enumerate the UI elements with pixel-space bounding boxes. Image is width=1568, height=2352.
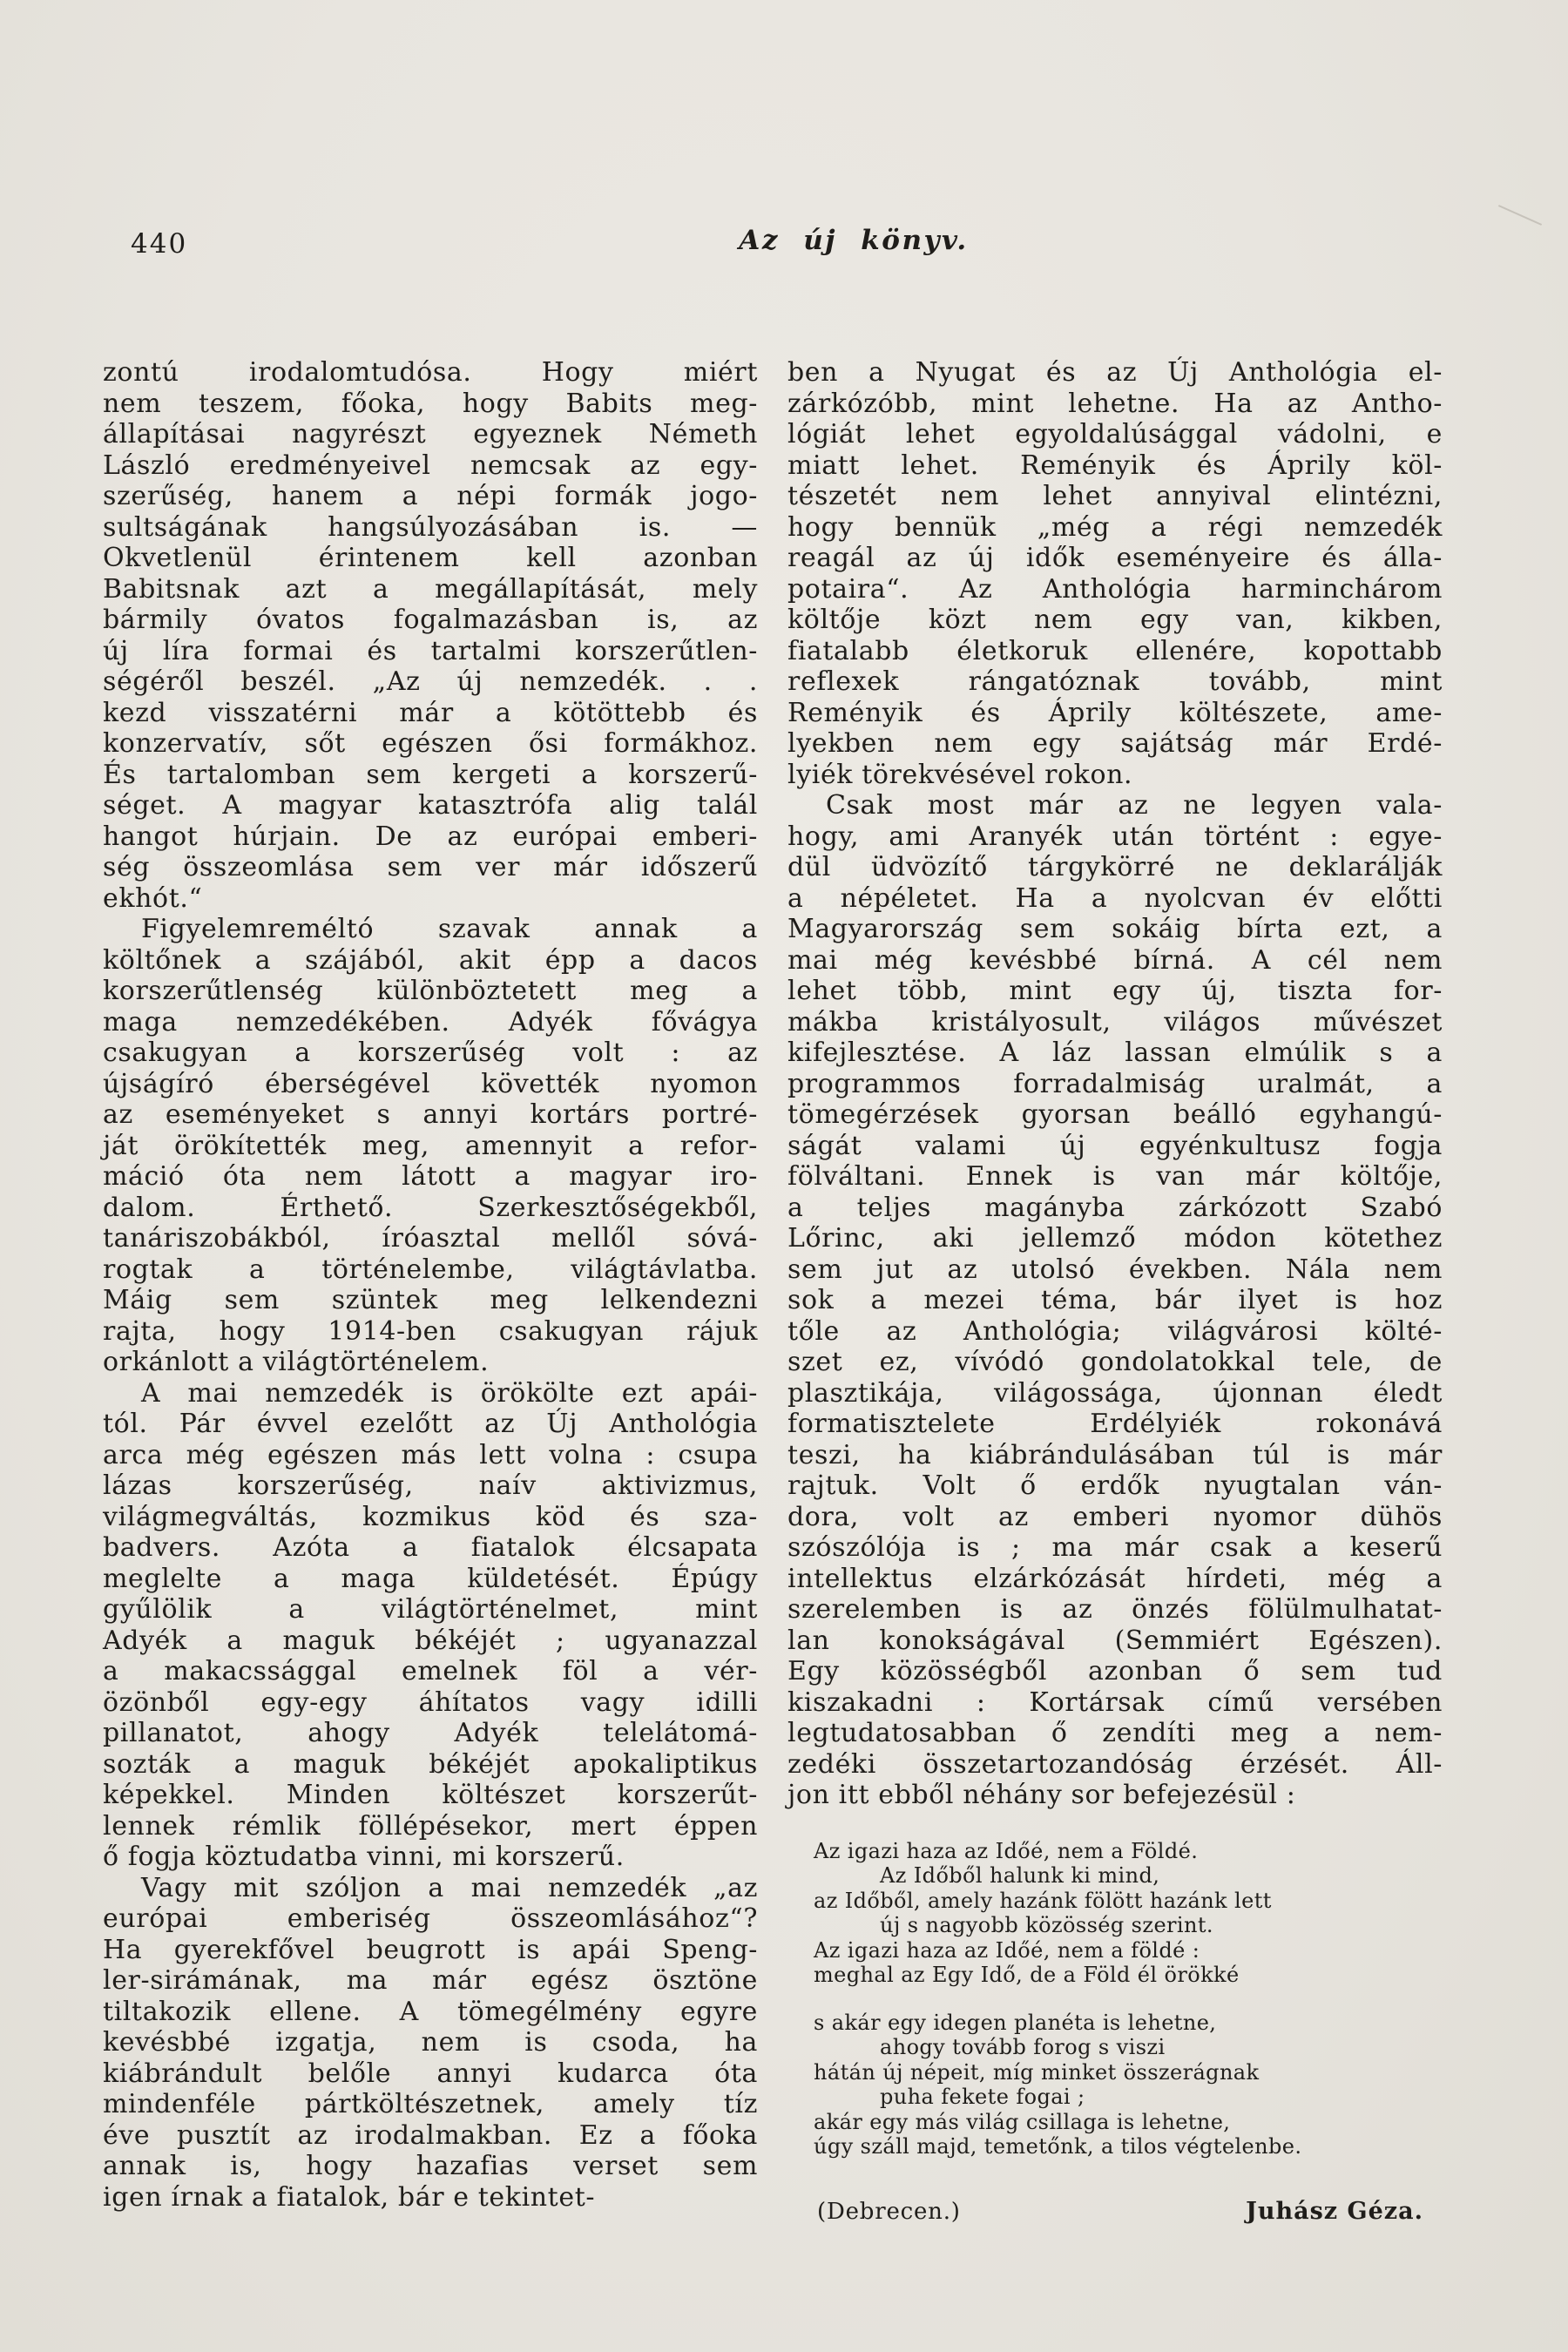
- poem-stanza: [814, 2011, 1443, 2159]
- text-line: tiltakozik ellene. A tömegélmény egyre: [103, 1996, 758, 2027]
- text-line: mákba kristályosult, világos művészet: [787, 1006, 1443, 1037]
- text-line: máció óta nem látott a magyar iro-: [103, 1161, 758, 1192]
- author-name: Juhász Géza.: [1246, 2197, 1423, 2225]
- paragraph: [787, 790, 1443, 1811]
- left-column: [103, 357, 758, 2225]
- text-line: Okvetlenül érintenem kell azonban: [103, 543, 758, 573]
- text-line: ség összeomlása sem ver már időszerű: [103, 852, 758, 882]
- text-line: Reményik és Áprily költészete, ame-: [787, 697, 1443, 728]
- text-line: lennek rémlik föllépésekor, mert éppen: [103, 1810, 758, 1842]
- text-line: jon itt ebből néhány sor befejezésül :: [787, 1780, 1296, 1810]
- text-line: úgy száll majd, temetőnk, a tilos végtelenbe.: [814, 2134, 1302, 2159]
- text-line: sem jut az utolsó években. Nála nem: [787, 1254, 1443, 1285]
- text-line: Magyarország sem sokáig bírta ezt, a: [787, 914, 1443, 944]
- text-line: intellektus elzárkózását hírdeti, még a: [787, 1563, 1443, 1594]
- text-line: hátán új népeit, míg minket összerágnak: [814, 2059, 1260, 2085]
- text-line: tészetét nem lehet annyival elintézni,: [787, 481, 1443, 511]
- text-line: sok a mezei téma, bár ilyet is hoz: [787, 1285, 1443, 1315]
- text-line: európai emberiség összeomlásához“?: [103, 1903, 758, 1934]
- text-line: Adyék a maguk békéjét ; ugyanazzal: [103, 1625, 758, 1656]
- text-line: Az igazi haza az Időé, nem a földé :: [814, 1937, 1200, 1963]
- text-line: tanáriszobákból, íróasztal mellől sóvá-: [103, 1223, 758, 1254]
- text-line: s akár egy idegen planéta is lehetne,: [814, 2010, 1217, 2035]
- text-line: nem teszem, főoka, hogy Babits meg-: [103, 388, 758, 419]
- text-line: sultságának hangsúlyozásában is. —: [103, 511, 758, 543]
- text-line: miatt lehet. Reményik és Áprily köl-: [787, 449, 1443, 481]
- text-line: Egy közösségből azonban ő sem tud: [787, 1656, 1443, 1686]
- text-line: ő fogja köztudatba vinni, mi korszerű.: [103, 1842, 625, 1872]
- text-line: Csak most már az ne legyen vala-: [826, 790, 1443, 821]
- text-line: orkánlott a világtörténelem.: [103, 1347, 490, 1377]
- text-line: állapításai nagyrészt egyeznek Németh: [103, 419, 758, 449]
- text-line: kifejlesztése. A láz lassan elmúlik s a: [787, 1037, 1443, 1068]
- text-line: Az Időből halunk ki mind,: [880, 1863, 1160, 1888]
- text-line: képekkel. Minden költészet korszerűt-: [103, 1780, 758, 1810]
- text-line: ler-sirámának, ma már egész ösztöne: [103, 1965, 758, 1996]
- text-line: a makacssággal emelnek föl a vér-: [103, 1656, 758, 1686]
- text-line: szerelemben is az önzés fölülmulhatat-: [787, 1594, 1443, 1625]
- text-line: újságíró éberségével követték nyomon: [103, 1068, 758, 1099]
- place-label: (Debrecen.): [817, 2198, 961, 2225]
- text-line: pillanatot, ahogy Adyék telelátomá-: [103, 1718, 758, 1748]
- text-line: zedéki összetartozandóság érzését. Áll-: [787, 1748, 1443, 1780]
- page-number: 440: [131, 228, 188, 260]
- text-line: az Időből, amely hazánk fölött hazánk lett: [814, 1888, 1272, 1913]
- text-line: konzervatív, sőt egészen ősi formákhoz.: [103, 728, 758, 759]
- text-line: ekhót.“: [103, 882, 203, 914]
- text-line: hangot húrjain. De az európai emberi-: [103, 821, 758, 852]
- text-line: költője közt nem egy van, kikben,: [787, 605, 1443, 635]
- text-line: Ha gyerekfővel beugrott is apái Speng-: [103, 1934, 758, 1965]
- text-line: És tartalomban sem kergeti a korszerű-: [103, 759, 758, 790]
- text-line: szet ez, vívódó gondolatokkal tele, de: [787, 1347, 1443, 1377]
- text-line: világmegváltás, kozmikus köd és sza-: [103, 1501, 758, 1532]
- text-line: meglelte a maga küldetését. Épúgy: [103, 1563, 758, 1594]
- text-line: új s nagyobb közösség szerint.: [880, 1913, 1213, 1937]
- text-line: tömegérzések gyorsan beálló egyhangú-: [787, 1099, 1443, 1130]
- text-line: kiábrándult belőle annyi kudarca óta: [103, 2058, 758, 2089]
- text-line: maga nemzedékében. Adyék fővágya: [103, 1006, 758, 1037]
- text-line: kezd visszatérni már a kötöttebb és: [103, 697, 758, 728]
- text-line: éve pusztít az irodalmakban. Ez a főoka: [103, 2119, 758, 2151]
- text-line: ahogy tovább forog s viszi: [880, 2035, 1166, 2059]
- text-line: lan konokságával (Semmiért Egészen).: [787, 1625, 1443, 1656]
- paragraph: [103, 1378, 758, 1873]
- text-line: akár egy más világ csillaga is lehetne,: [814, 2109, 1231, 2134]
- text-line: lyekben nem egy sajátság már Erdé-: [787, 728, 1443, 759]
- text-line: dül üdvözítő tárgykörré ne deklarálják: [787, 852, 1443, 882]
- scan-artifact: [1498, 205, 1542, 226]
- text-line: tőle az Anthológia; világvárosi költé-: [787, 1315, 1443, 1347]
- text-line: Máig sem szüntek meg lelkendezni: [103, 1285, 758, 1315]
- text-line: fölváltani. Ennek is van már költője,: [787, 1161, 1443, 1192]
- text-line: reagál az új idők eseményeire és álla-: [787, 543, 1443, 573]
- text-columns: [103, 357, 1443, 2225]
- text-line: Lőrinc, aki jellemző módon kötethez: [787, 1223, 1443, 1254]
- text-line: lehet több, mint egy új, tiszta for-: [787, 976, 1443, 1006]
- text-line: annak is, hogy hazafias verset sem: [103, 2151, 758, 2181]
- text-line: a népéletet. Ha a nyolcvan év előtti: [787, 882, 1443, 914]
- text-line: hogy bennük „még a régi nemzedék: [787, 511, 1443, 543]
- poem-quote: [814, 1839, 1443, 2159]
- text-line: rajta, hogy 1914-ben csakugyan rájuk: [103, 1315, 758, 1347]
- text-line: zárkózóbb, mint lehetne. Ha az Antho-: [787, 388, 1443, 419]
- text-line: rajtuk. Volt ő erdők nyugtalan ván-: [787, 1470, 1443, 1501]
- text-line: A mai nemzedék is örökölte ezt apái-: [141, 1377, 758, 1409]
- text-line: csakugyan a korszerűség volt : az: [103, 1037, 758, 1068]
- text-line: dora, volt az emberi nyomor dühös: [787, 1501, 1443, 1532]
- text-line: ségéről beszél. „Az új nemzedék. . .: [103, 666, 758, 697]
- text-line: tól. Pár évvel ezelőtt az Új Anthológia: [103, 1409, 758, 1439]
- text-line: Vagy mit szóljon a mai nemzedék „az: [141, 1872, 758, 1903]
- text-line: lógiát lehet egyoldalúsággal vádolni, e: [787, 419, 1443, 449]
- text-line: Figyelemreméltó szavak annak a: [141, 914, 758, 944]
- text-line: hogy, ami Aranyék után történt : egye-: [787, 821, 1443, 852]
- text-line: lázas korszerűség, naív aktivizmus,: [103, 1470, 758, 1501]
- text-line: teszi, ha kiábrándulásában túl is már: [787, 1439, 1443, 1470]
- page-header: [131, 225, 1446, 263]
- text-line: bármily óvatos fogalmazásban is, az: [103, 605, 758, 635]
- text-line: Az igazi haza az Időé, nem a Földé.: [814, 1838, 1199, 1863]
- text-line: dalom. Érthető. Szerkesztőségekből,: [103, 1192, 758, 1223]
- text-line: költőnek a szájából, akit épp a dacos: [103, 944, 758, 976]
- text-line: legtudatosabban ő zendíti meg a nem-: [787, 1718, 1443, 1748]
- text-line: ságát valami új egyénkultusz fogja: [787, 1130, 1443, 1161]
- text-line: korszerűtlenség különböztetett meg a: [103, 976, 758, 1006]
- text-line: szószólója is ; ma már csak a keserű: [787, 1532, 1443, 1563]
- text-line: rogtak a történelembe, világtávlatba.: [103, 1254, 758, 1285]
- text-line: potaira“. Az Anthológia harminchárom: [787, 573, 1443, 605]
- paragraph: [103, 1873, 758, 2213]
- text-line: programmos forradalmiság uralmát, a: [787, 1068, 1443, 1099]
- text-line: Babitsnak azt a megállapítását, mely: [103, 573, 758, 605]
- text-line: lyiék törekvésével rokon.: [787, 759, 1133, 790]
- text-line: mai még kevésbbé bírná. A cél nem: [787, 944, 1443, 976]
- text-line: új líra formai és tartalmi korszerűtlen-: [103, 635, 758, 666]
- text-line: igen írnak a fiatalok, bár e tekintet-: [103, 2181, 596, 2213]
- text-line: özönből egy-egy áhítatos vagy idilli: [103, 1686, 758, 1718]
- text-line: reflexek rángatóznak tovább, mint: [787, 666, 1443, 697]
- text-line: arca még egészen más lett volna : csupa: [103, 1439, 758, 1470]
- text-line: kevésbbé izgatja, nem is csoda, ha: [103, 2027, 758, 2058]
- paragraph: [787, 357, 1443, 790]
- text-line: zontú irodalomtudósa. Hogy miért: [103, 357, 758, 388]
- text-line: fiatalabb életkoruk ellenére, kopottabb: [787, 635, 1443, 666]
- text-line: badvers. Azóta a fiatalok élcsapata: [103, 1532, 758, 1563]
- text-line: meghal az Egy Idő, de a Föld él örökké: [814, 1963, 1240, 1987]
- text-line: kiszakadni : Kortársak című versében: [787, 1686, 1443, 1718]
- paragraph: [103, 914, 758, 1378]
- right-column: [787, 357, 1443, 2225]
- text-line: gyűlölik a világtörténelmet, mint: [103, 1594, 758, 1625]
- text-line: a teljes magányba zárkózott Szabó: [787, 1192, 1443, 1223]
- text-line: sozták a maguk békéjét apokaliptikus: [103, 1748, 758, 1780]
- text-line: plasztikája, világossága, újonnan éledt: [787, 1377, 1443, 1409]
- text-line: László eredményeivel nemcsak az egy-: [103, 449, 758, 481]
- text-line: formatisztelete Erdélyiék rokonává: [787, 1409, 1443, 1439]
- running-title: Az új könyv.: [739, 225, 969, 256]
- poem-stanza: [814, 1839, 1443, 1988]
- paragraph: [103, 357, 758, 914]
- text-line: séget. A magyar katasztrófa alig talál: [103, 790, 758, 821]
- text-line: mindenféle pártköltészetnek, amely tíz: [103, 2089, 758, 2119]
- text-line: ját örökítették meg, amennyit a refor-: [103, 1130, 758, 1161]
- text-line: szerűség, hanem a népi formák jogo-: [103, 481, 758, 511]
- text-line: ben a Nyugat és az Új Anthológia el-: [787, 357, 1443, 388]
- signature-row: [787, 2198, 1443, 2225]
- text-line: puha fekete fogai ;: [880, 2085, 1085, 2109]
- text-line: az eseményeket s annyi kortárs portré-: [103, 1099, 758, 1130]
